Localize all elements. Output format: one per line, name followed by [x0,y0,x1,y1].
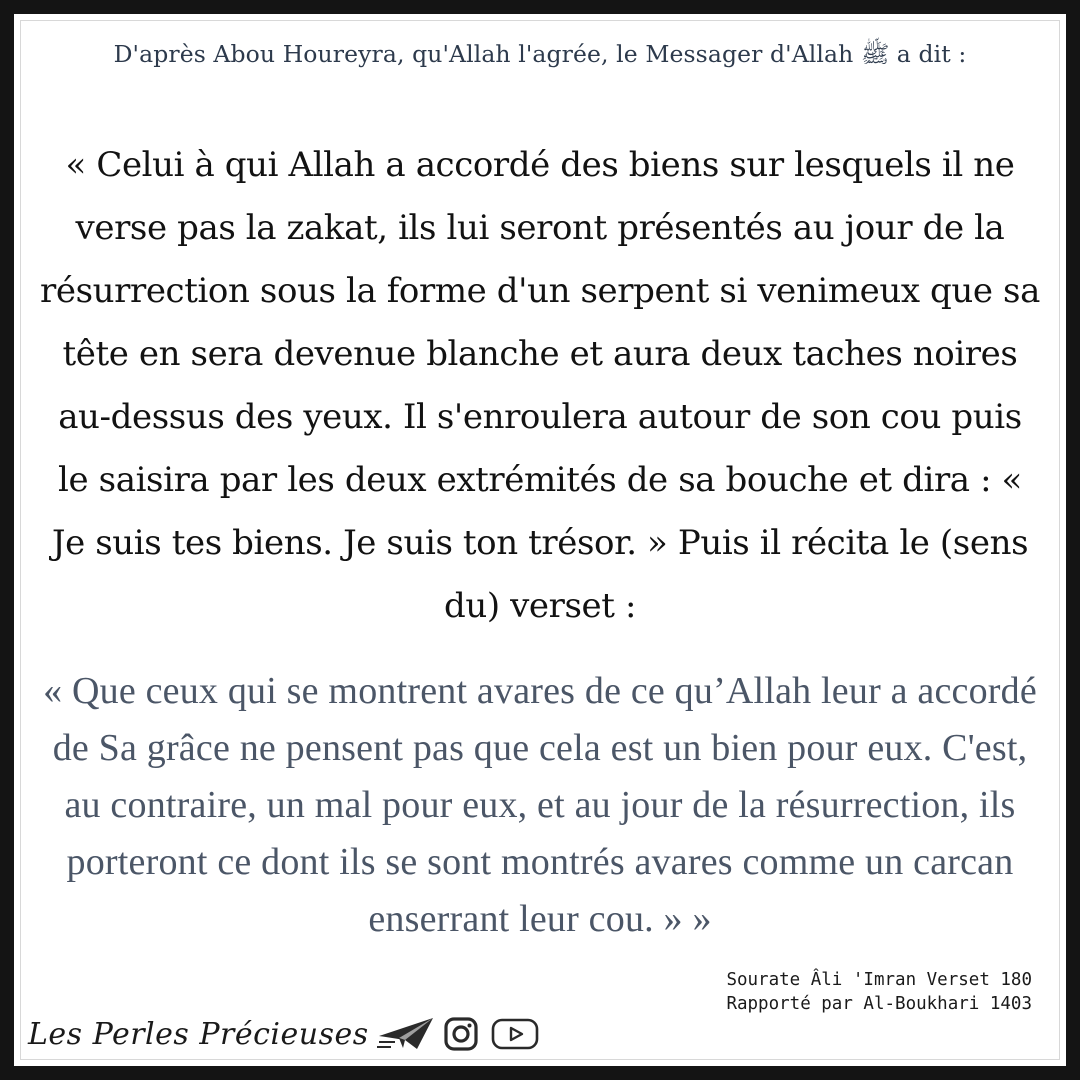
telegram-icon[interactable] [377,1016,435,1052]
intro-line: D'après Abou Houreyra, qu'Allah l'agrée, le Messager d'Allah ﷺ a dit : [113,40,967,68]
references [726,968,1032,1016]
brand-footer [28,1010,539,1058]
hadith-source: Rapporté par Al-Boukhari 1403 [726,994,1032,1014]
instagram-icon[interactable] [443,1016,479,1052]
brand-logo-text: Les Perles Précieuses [28,1016,369,1052]
verse-text: « Que ceux qui se montrent avares de ce qu’Allah leur a accordé de Sa grâce ne pensent pas que cela est un bien pour eux. C'est, au contraire, un mal pour eux, et au jour de la résurrection, ils porteront ce dont ils se sont montrés avares comme un carcan enserrant leur cou. » » [43,670,1037,940]
sourate-reference: Sourate Âli 'Imran Verset 180 [726,970,1032,990]
youtube-icon[interactable] [491,1018,539,1050]
hadith-text: « Celui à qui Allah a accordé des biens sur lesquels il ne verse pas la zakat, ils lui seront présentés au jour de la résurrection sous la forme d'un serpent si venimeux que sa tête en sera devenue blanche et aura deux taches noires au-dessus des yeux. Il s'enroulera autour de son cou puis le saisira par les deux extrémités de sa bouche et dira : « Je suis tes biens. Je suis ton trésor. » Puis il récita le (sens du) verset : [40,145,1040,626]
